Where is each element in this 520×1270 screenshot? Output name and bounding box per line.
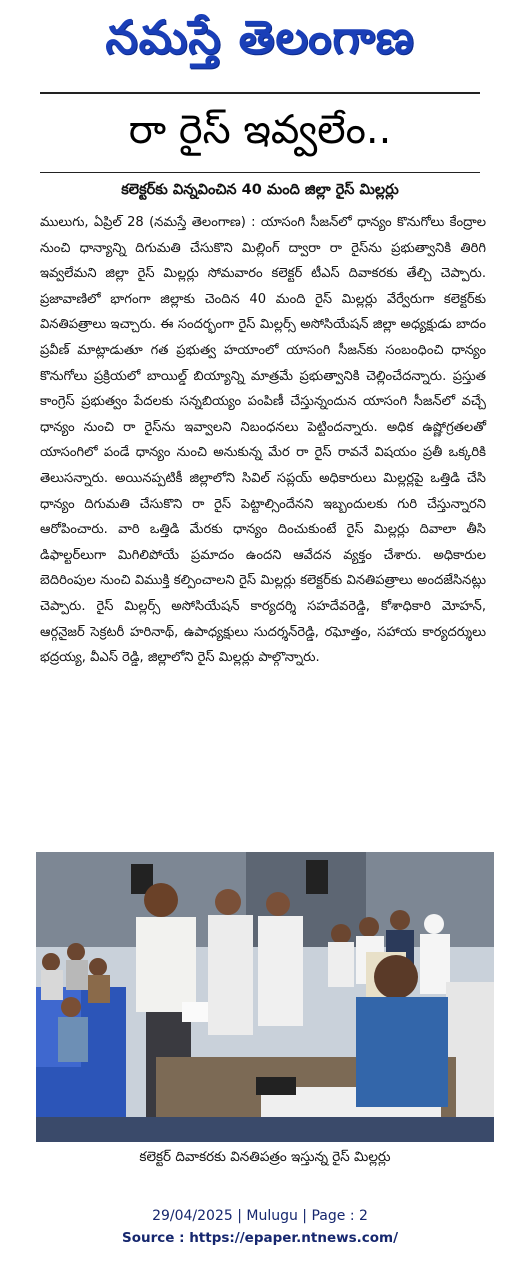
subheadline: కలెక్టర్‌కు విన్నవించిన 40 మంది జిల్లా రైస్ మిల్లర్లు <box>121 182 399 198</box>
photo-illustration <box>36 852 494 1142</box>
footer-dateline: 29/04/2025 | Mulugu | Page : 2 <box>152 1208 368 1224</box>
masthead-logo <box>0 8 520 78</box>
top-divider <box>40 92 480 94</box>
footer-source[interactable]: Source : https://epaper.ntnews.com/ <box>121 1230 399 1246</box>
headline-divider <box>40 172 480 173</box>
headline: రా రైస్ ఇవ్వలేం.. <box>128 107 392 153</box>
masthead-title: నమస్తే తెలంగాణ <box>105 10 415 64</box>
news-photo <box>36 852 494 1142</box>
photo-caption: కలెక్టర్ దివాకరకు వినతిపత్రం ఇస్తున్న రైస్ మిల్లర్లు <box>139 1149 391 1165</box>
article-body: ములుగు, ఏప్రిల్ 28 (నమస్తే తెలంగాణ) : యాసంగి సీజన్‌లో ధాన్యం కొనుగోలు కేంద్రాల నుంచి ధాన్యాన్ని దిగుమతి చేసుకొని మిల్లింగ్ ద్వారా రా రైస్‌ను ప్రభుత్వానికి తిరిగి ఇవ్వలేమని జిల్లా రైస్ మిల్లర్లు సోమవారం కలెక్టర్ టీఎస్ దివాకరకు తేల్చి చెప్పారు. ప్రజావాణిలో భాగంగా జిల్లాకు చెందిన 40 మంది రైస్ మిల్లర్లు వేర్వేరుగా కలెక్టర్‌కు వినతిపత్రాలు ఇచ్చారు. ఈ సందర్భంగా రైస్ మిల్లర్స్ అసోసియేషన్ జిల్లా అధ్యక్షుడు బాదం ప్రవీణ్ మాట్లాడుతూ గత ప్రభుత్వ హయాంలో యాసంగి సీజన్‌కు సంబంధించి ధాన్యం కొనుగోలు ప్రక్రియలో బాయిల్డ్ బియ్యాన్ని మాత్రమే ప్రభుత్వానికి చెల్లించేదన్నారు. ప్రస్తుత కాంగ్రెస్ ప్రభుత్వం పేదలకు సన్నబియ్యం పంపిణీ చేస్తున్నందున యాసంగి సీజన్‌లో వచ్చే ధాన్యం నుంచి రా రైస్‌ను ఇవ్వాలని నిబంధనలు పెట్టిందన్నారు. అధిక ఉష్ణోగ్రతలతో యాసంగిలో పండే ధాన్యం నుంచి అనుకున్న మేర రా రైస్ రావనే విషయం ప్రతీ ఒక్కరికి తెలుసన్నారు. అయినప్పటికీ జిల్లాలోని సివిల్ సప్లయ్ అధికారులు మిల్లర్లపై ఒత్తిడి చేసి ధాన్యం దిగుమతి చేసుకొని రా రైస్ పెట్టాల్సిందేనని ఇబ్బందులకు గురి చేస్తున్నారని ఆరోపించారు. వారి ఒత్తిడి మేరకు ధాన్యం దించుకుంటే రైస్ మిల్లర్లు దివాలా తీసి డిఫాల్టర్‌లుగా మిగిలిపోయే ప్రమాదం ఉందని ఆవేదన వ్యక్తం చేశారు. అధికారుల బెదిరింపుల నుంచి విముక్తి కల్పించాలని రైస్ మిల్లర్లు కలెక్టర్‌కు వినతిపత్రాలు అందజేసినట్లు చెప్పారు. రైస్ మిల్లర్స్ అసోసియేషన్ కార్యదర్శి సహదేవరెడ్డి, కోశాధికారి మోహన్, ఆర్గనైజర్ సెక్రటరీ హరినాథ్, ఉపాధ్యక్షులు సుదర్శన్‌రెడ్డి, రఘోత్తం, సహాయ కార్యదర్శులు భద్రయ్య, వీఎస్ రెడ్డి, జిల్లాలోని రైస్ మిల్లర్లు పాల్గొన్నారు. <box>40 215 486 666</box>
